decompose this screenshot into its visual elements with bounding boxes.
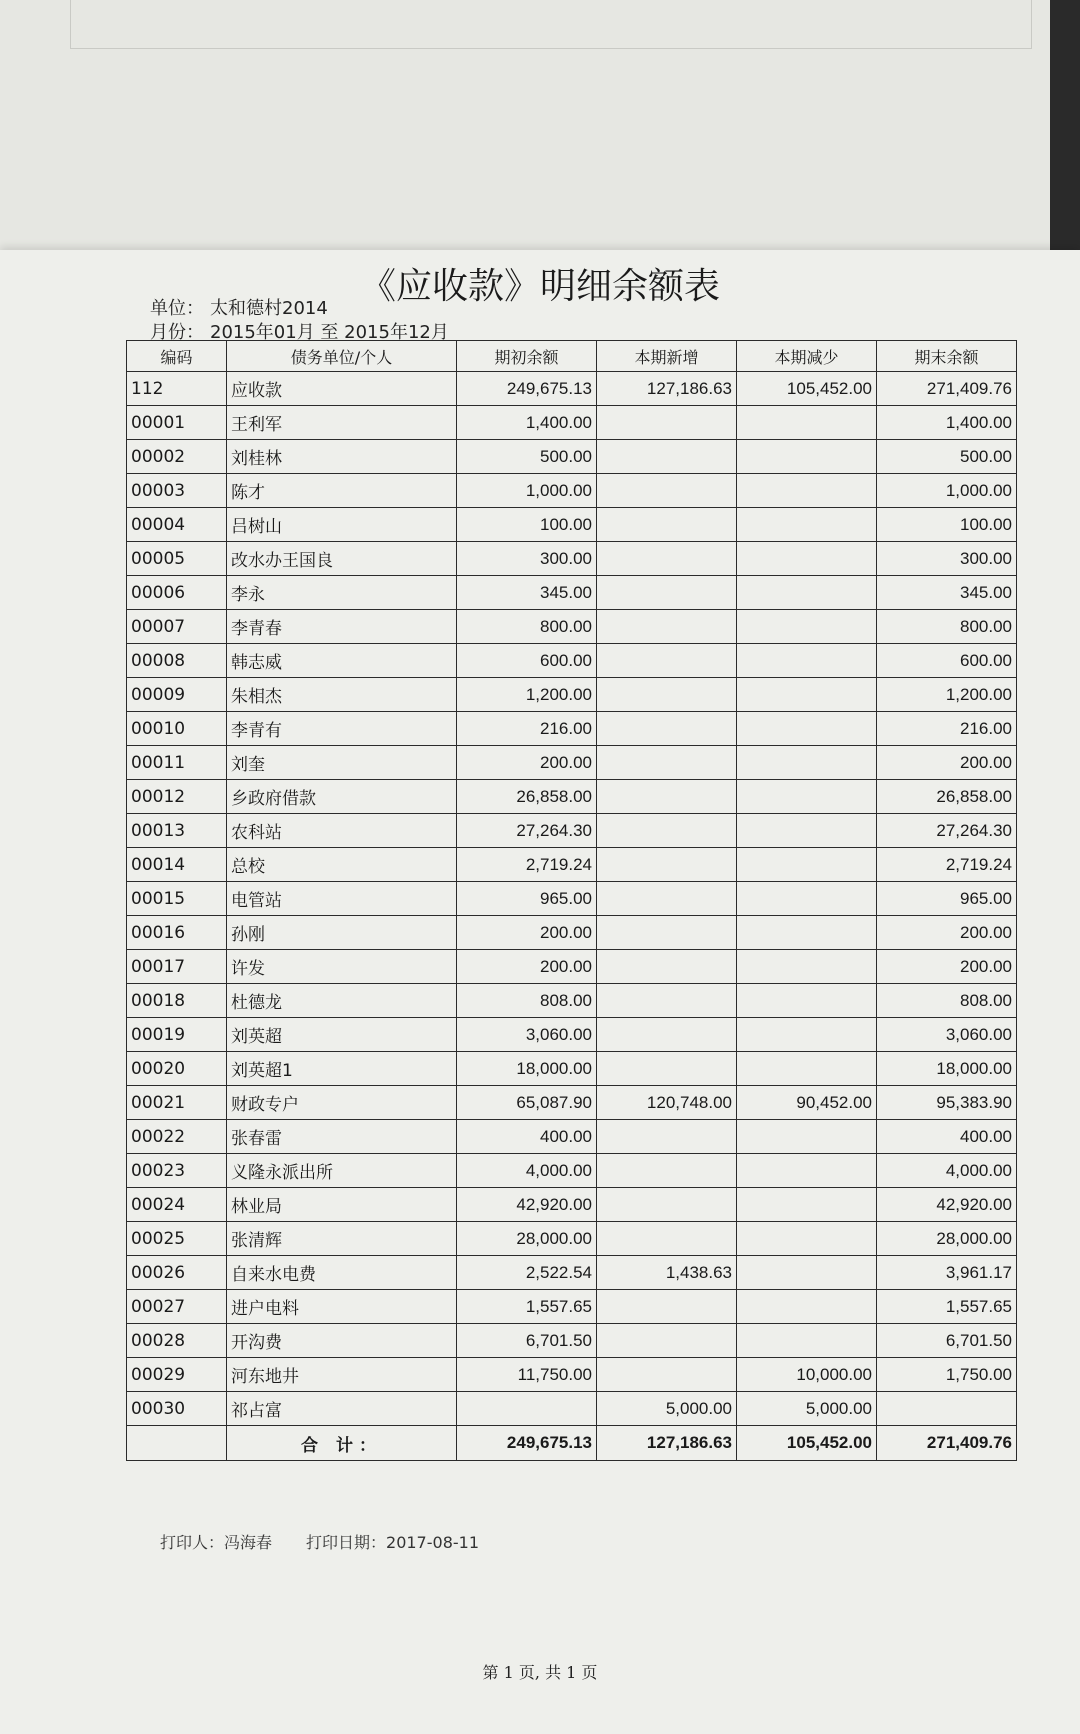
row-closing-balance: 6,701.50 bbox=[877, 1324, 1017, 1358]
table-row bbox=[127, 746, 1017, 780]
row-opening-balance: 249,675.13 bbox=[457, 372, 597, 406]
row-added bbox=[597, 1324, 737, 1358]
row-name: 刘奎 bbox=[227, 746, 457, 780]
row-name: 孙刚 bbox=[227, 916, 457, 950]
row-name: 吕树山 bbox=[227, 508, 457, 542]
row-name: 李青有 bbox=[227, 712, 457, 746]
row-opening-balance: 11,750.00 bbox=[457, 1358, 597, 1392]
row-name: 杜德龙 bbox=[227, 984, 457, 1018]
unit-value: 太和德村2014 bbox=[210, 298, 328, 319]
row-opening-balance: 1,557.65 bbox=[457, 1290, 597, 1324]
row-reduced bbox=[737, 1290, 877, 1324]
row-reduced bbox=[737, 610, 877, 644]
row-opening-balance: 2,719.24 bbox=[457, 848, 597, 882]
row-closing-balance: 28,000.00 bbox=[877, 1222, 1017, 1256]
period-label: 月份： bbox=[150, 322, 204, 343]
table-row bbox=[127, 1018, 1017, 1052]
row-added bbox=[597, 440, 737, 474]
table-row bbox=[127, 440, 1017, 474]
table-row bbox=[127, 678, 1017, 712]
row-reduced: 90,452.00 bbox=[737, 1086, 877, 1120]
row-reduced bbox=[737, 1324, 877, 1358]
row-opening-balance: 18,000.00 bbox=[457, 1052, 597, 1086]
background-paper bbox=[0, 0, 1050, 290]
row-reduced: 10,000.00 bbox=[737, 1358, 877, 1392]
row-closing-balance: 18,000.00 bbox=[877, 1052, 1017, 1086]
header-debtor: 债务单位/个人 bbox=[227, 341, 457, 372]
row-code: 00012 bbox=[127, 780, 227, 814]
row-name: 朱相杰 bbox=[227, 678, 457, 712]
row-name: 应收款 bbox=[227, 372, 457, 406]
row-opening-balance: 65,087.90 bbox=[457, 1086, 597, 1120]
row-code: 00019 bbox=[127, 1018, 227, 1052]
row-opening-balance: 100.00 bbox=[457, 508, 597, 542]
row-code: 00006 bbox=[127, 576, 227, 610]
row-added bbox=[597, 1120, 737, 1154]
row-opening-balance: 1,200.00 bbox=[457, 678, 597, 712]
row-added bbox=[597, 678, 737, 712]
table-row bbox=[127, 508, 1017, 542]
row-code: 00016 bbox=[127, 916, 227, 950]
ledger-table bbox=[126, 340, 1017, 1461]
row-code: 00029 bbox=[127, 1358, 227, 1392]
row-code: 00009 bbox=[127, 678, 227, 712]
table-row bbox=[127, 474, 1017, 508]
row-added bbox=[597, 576, 737, 610]
table-row bbox=[127, 882, 1017, 916]
row-code: 00010 bbox=[127, 712, 227, 746]
row-added bbox=[597, 746, 737, 780]
header-row bbox=[127, 341, 1017, 372]
row-name: 开沟费 bbox=[227, 1324, 457, 1358]
row-code: 00013 bbox=[127, 814, 227, 848]
row-code: 00005 bbox=[127, 542, 227, 576]
row-opening-balance: 27,264.30 bbox=[457, 814, 597, 848]
row-reduced bbox=[737, 950, 877, 984]
row-added bbox=[597, 1290, 737, 1324]
row-reduced bbox=[737, 848, 877, 882]
row-added bbox=[597, 1358, 737, 1392]
row-opening-balance: 3,060.00 bbox=[457, 1018, 597, 1052]
row-closing-balance: 808.00 bbox=[877, 984, 1017, 1018]
row-closing-balance bbox=[877, 1392, 1017, 1426]
row-closing-balance: 200.00 bbox=[877, 746, 1017, 780]
row-code: 00025 bbox=[127, 1222, 227, 1256]
row-code: 00017 bbox=[127, 950, 227, 984]
row-closing-balance: 300.00 bbox=[877, 542, 1017, 576]
row-reduced bbox=[737, 440, 877, 474]
row-closing-balance: 500.00 bbox=[877, 440, 1017, 474]
row-closing-balance: 345.00 bbox=[877, 576, 1017, 610]
page-title: 《应收款》明细余额表 bbox=[359, 266, 720, 307]
row-code: 00027 bbox=[127, 1290, 227, 1324]
row-name: 改水办王国良 bbox=[227, 542, 457, 576]
row-reduced: 105,452.00 bbox=[737, 372, 877, 406]
row-added bbox=[597, 984, 737, 1018]
row-added bbox=[597, 508, 737, 542]
row-name: 韩志威 bbox=[227, 644, 457, 678]
row-closing-balance: 965.00 bbox=[877, 882, 1017, 916]
row-added bbox=[597, 1018, 737, 1052]
printer-label: 打印人：冯海春 bbox=[160, 1533, 273, 1552]
row-closing-balance: 1,557.65 bbox=[877, 1290, 1017, 1324]
row-added bbox=[597, 882, 737, 916]
table-row bbox=[127, 542, 1017, 576]
row-added bbox=[597, 406, 737, 440]
row-added: 1,438.63 bbox=[597, 1256, 737, 1290]
row-code: 00008 bbox=[127, 644, 227, 678]
row-reduced bbox=[737, 1120, 877, 1154]
row-closing-balance: 800.00 bbox=[877, 610, 1017, 644]
row-added bbox=[597, 712, 737, 746]
ledger-sheet bbox=[0, 250, 1080, 1734]
table-row bbox=[127, 644, 1017, 678]
table-row bbox=[127, 848, 1017, 882]
table-row bbox=[127, 576, 1017, 610]
row-reduced bbox=[737, 1188, 877, 1222]
header-code: 编码 bbox=[127, 341, 227, 372]
row-name: 王利军 bbox=[227, 406, 457, 440]
row-reduced bbox=[737, 1154, 877, 1188]
row-name: 义隆永派出所 bbox=[227, 1154, 457, 1188]
row-name: 李青春 bbox=[227, 610, 457, 644]
row-opening-balance: 800.00 bbox=[457, 610, 597, 644]
row-name: 总校 bbox=[227, 848, 457, 882]
table-row bbox=[127, 1290, 1017, 1324]
row-name: 祁占富 bbox=[227, 1392, 457, 1426]
row-code: 00023 bbox=[127, 1154, 227, 1188]
row-code: 00011 bbox=[127, 746, 227, 780]
row-reduced bbox=[737, 406, 877, 440]
table-row bbox=[127, 1086, 1017, 1120]
table-row bbox=[127, 984, 1017, 1018]
table-row bbox=[127, 712, 1017, 746]
row-opening-balance: 300.00 bbox=[457, 542, 597, 576]
row-name: 张春雷 bbox=[227, 1120, 457, 1154]
table-row bbox=[127, 1222, 1017, 1256]
row-opening-balance: 26,858.00 bbox=[457, 780, 597, 814]
row-added bbox=[597, 474, 737, 508]
print-info bbox=[160, 1530, 479, 1553]
total-added: 127,186.63 bbox=[597, 1426, 737, 1461]
row-reduced bbox=[737, 916, 877, 950]
row-added: 127,186.63 bbox=[597, 372, 737, 406]
row-closing-balance: 95,383.90 bbox=[877, 1086, 1017, 1120]
row-reduced bbox=[737, 474, 877, 508]
row-reduced bbox=[737, 1018, 877, 1052]
row-added bbox=[597, 916, 737, 950]
row-reduced bbox=[737, 984, 877, 1018]
row-opening-balance: 42,920.00 bbox=[457, 1188, 597, 1222]
table-row bbox=[127, 406, 1017, 440]
row-opening-balance: 1,400.00 bbox=[457, 406, 597, 440]
total-reduced: 105,452.00 bbox=[737, 1426, 877, 1461]
total-label: 合 计： bbox=[227, 1426, 457, 1461]
row-name: 财政专户 bbox=[227, 1086, 457, 1120]
row-added bbox=[597, 644, 737, 678]
row-name: 刘桂林 bbox=[227, 440, 457, 474]
row-reduced: 5,000.00 bbox=[737, 1392, 877, 1426]
table-row bbox=[127, 610, 1017, 644]
row-added: 5,000.00 bbox=[597, 1392, 737, 1426]
row-reduced bbox=[737, 746, 877, 780]
table-row bbox=[127, 814, 1017, 848]
row-name: 张清辉 bbox=[227, 1222, 457, 1256]
row-opening-balance: 28,000.00 bbox=[457, 1222, 597, 1256]
table-row bbox=[127, 1154, 1017, 1188]
row-opening-balance: 345.00 bbox=[457, 576, 597, 610]
row-reduced bbox=[737, 508, 877, 542]
row-code: 00028 bbox=[127, 1324, 227, 1358]
table-row bbox=[127, 1358, 1017, 1392]
row-closing-balance: 600.00 bbox=[877, 644, 1017, 678]
row-reduced bbox=[737, 882, 877, 916]
row-code: 00018 bbox=[127, 984, 227, 1018]
row-closing-balance: 2,719.24 bbox=[877, 848, 1017, 882]
row-closing-balance: 1,000.00 bbox=[877, 474, 1017, 508]
header-added: 本期新增 bbox=[597, 341, 737, 372]
row-name: 进户电料 bbox=[227, 1290, 457, 1324]
table-row bbox=[127, 950, 1017, 984]
row-added bbox=[597, 1222, 737, 1256]
row-opening-balance: 4,000.00 bbox=[457, 1154, 597, 1188]
row-reduced bbox=[737, 1256, 877, 1290]
row-opening-balance: 400.00 bbox=[457, 1120, 597, 1154]
row-opening-balance: 600.00 bbox=[457, 644, 597, 678]
row-closing-balance: 271,409.76 bbox=[877, 372, 1017, 406]
row-opening-balance: 965.00 bbox=[457, 882, 597, 916]
row-name: 林业局 bbox=[227, 1188, 457, 1222]
row-name: 许发 bbox=[227, 950, 457, 984]
row-reduced bbox=[737, 678, 877, 712]
row-opening-balance bbox=[457, 1392, 597, 1426]
table-row bbox=[127, 372, 1017, 406]
total-opening: 249,675.13 bbox=[457, 1426, 597, 1461]
row-closing-balance: 4,000.00 bbox=[877, 1154, 1017, 1188]
row-opening-balance: 216.00 bbox=[457, 712, 597, 746]
row-closing-balance: 200.00 bbox=[877, 950, 1017, 984]
row-opening-balance: 200.00 bbox=[457, 950, 597, 984]
total-row bbox=[127, 1426, 1017, 1461]
row-name: 陈才 bbox=[227, 474, 457, 508]
total-code-cell bbox=[127, 1426, 227, 1461]
table-row bbox=[127, 1052, 1017, 1086]
row-code: 00002 bbox=[127, 440, 227, 474]
row-code: 00014 bbox=[127, 848, 227, 882]
header-closing-balance: 期末余额 bbox=[877, 341, 1017, 372]
row-added bbox=[597, 848, 737, 882]
header-reduced: 本期减少 bbox=[737, 341, 877, 372]
row-code: 00022 bbox=[127, 1120, 227, 1154]
row-reduced bbox=[737, 814, 877, 848]
row-code: 00004 bbox=[127, 508, 227, 542]
row-closing-balance: 400.00 bbox=[877, 1120, 1017, 1154]
row-code: 00026 bbox=[127, 1256, 227, 1290]
table-row bbox=[127, 1392, 1017, 1426]
row-reduced bbox=[737, 712, 877, 746]
row-added bbox=[597, 1154, 737, 1188]
header-opening-balance: 期初余额 bbox=[457, 341, 597, 372]
row-closing-balance: 27,264.30 bbox=[877, 814, 1017, 848]
total-closing: 271,409.76 bbox=[877, 1426, 1017, 1461]
row-added bbox=[597, 610, 737, 644]
row-closing-balance: 1,200.00 bbox=[877, 678, 1017, 712]
row-code: 00001 bbox=[127, 406, 227, 440]
row-name: 电管站 bbox=[227, 882, 457, 916]
row-opening-balance: 2,522.54 bbox=[457, 1256, 597, 1290]
row-code: 00015 bbox=[127, 882, 227, 916]
row-reduced bbox=[737, 542, 877, 576]
page-number: 第 1 页, 共 1 页 bbox=[482, 1663, 598, 1682]
row-added bbox=[597, 780, 737, 814]
row-closing-balance: 42,920.00 bbox=[877, 1188, 1017, 1222]
row-opening-balance: 500.00 bbox=[457, 440, 597, 474]
row-added bbox=[597, 950, 737, 984]
row-opening-balance: 200.00 bbox=[457, 746, 597, 780]
row-code: 00007 bbox=[127, 610, 227, 644]
row-added bbox=[597, 1188, 737, 1222]
row-closing-balance: 1,750.00 bbox=[877, 1358, 1017, 1392]
unit-line bbox=[150, 294, 328, 320]
row-reduced bbox=[737, 644, 877, 678]
print-date: 打印日期：2017-08-11 bbox=[306, 1533, 480, 1552]
row-opening-balance: 200.00 bbox=[457, 916, 597, 950]
row-code: 00003 bbox=[127, 474, 227, 508]
table-row bbox=[127, 1256, 1017, 1290]
row-name: 自来水电费 bbox=[227, 1256, 457, 1290]
table-row bbox=[127, 1188, 1017, 1222]
table-row bbox=[127, 1120, 1017, 1154]
row-closing-balance: 1,400.00 bbox=[877, 406, 1017, 440]
background-table-edge bbox=[70, 0, 1032, 49]
row-code: 112 bbox=[127, 372, 227, 406]
row-code: 00030 bbox=[127, 1392, 227, 1426]
row-closing-balance: 3,961.17 bbox=[877, 1256, 1017, 1290]
row-code: 00021 bbox=[127, 1086, 227, 1120]
row-name: 刘英超 bbox=[227, 1018, 457, 1052]
row-opening-balance: 808.00 bbox=[457, 984, 597, 1018]
row-closing-balance: 100.00 bbox=[877, 508, 1017, 542]
table-row bbox=[127, 780, 1017, 814]
row-added: 120,748.00 bbox=[597, 1086, 737, 1120]
row-code: 00024 bbox=[127, 1188, 227, 1222]
row-opening-balance: 6,701.50 bbox=[457, 1324, 597, 1358]
row-name: 河东地井 bbox=[227, 1358, 457, 1392]
table-row bbox=[127, 916, 1017, 950]
row-reduced bbox=[737, 576, 877, 610]
row-added bbox=[597, 1052, 737, 1086]
row-closing-balance: 3,060.00 bbox=[877, 1018, 1017, 1052]
period-value: 2015年01月 至 2015年12月 bbox=[210, 322, 449, 343]
row-name: 农科站 bbox=[227, 814, 457, 848]
row-reduced bbox=[737, 780, 877, 814]
row-name: 乡政府借款 bbox=[227, 780, 457, 814]
row-opening-balance: 1,000.00 bbox=[457, 474, 597, 508]
row-name: 李永 bbox=[227, 576, 457, 610]
row-name: 刘英超1 bbox=[227, 1052, 457, 1086]
row-closing-balance: 26,858.00 bbox=[877, 780, 1017, 814]
table-row bbox=[127, 1324, 1017, 1358]
row-reduced bbox=[737, 1052, 877, 1086]
row-reduced bbox=[737, 1222, 877, 1256]
row-added bbox=[597, 542, 737, 576]
row-added bbox=[597, 814, 737, 848]
row-closing-balance: 200.00 bbox=[877, 916, 1017, 950]
unit-label: 单位： bbox=[150, 298, 204, 319]
row-code: 00020 bbox=[127, 1052, 227, 1086]
row-closing-balance: 216.00 bbox=[877, 712, 1017, 746]
